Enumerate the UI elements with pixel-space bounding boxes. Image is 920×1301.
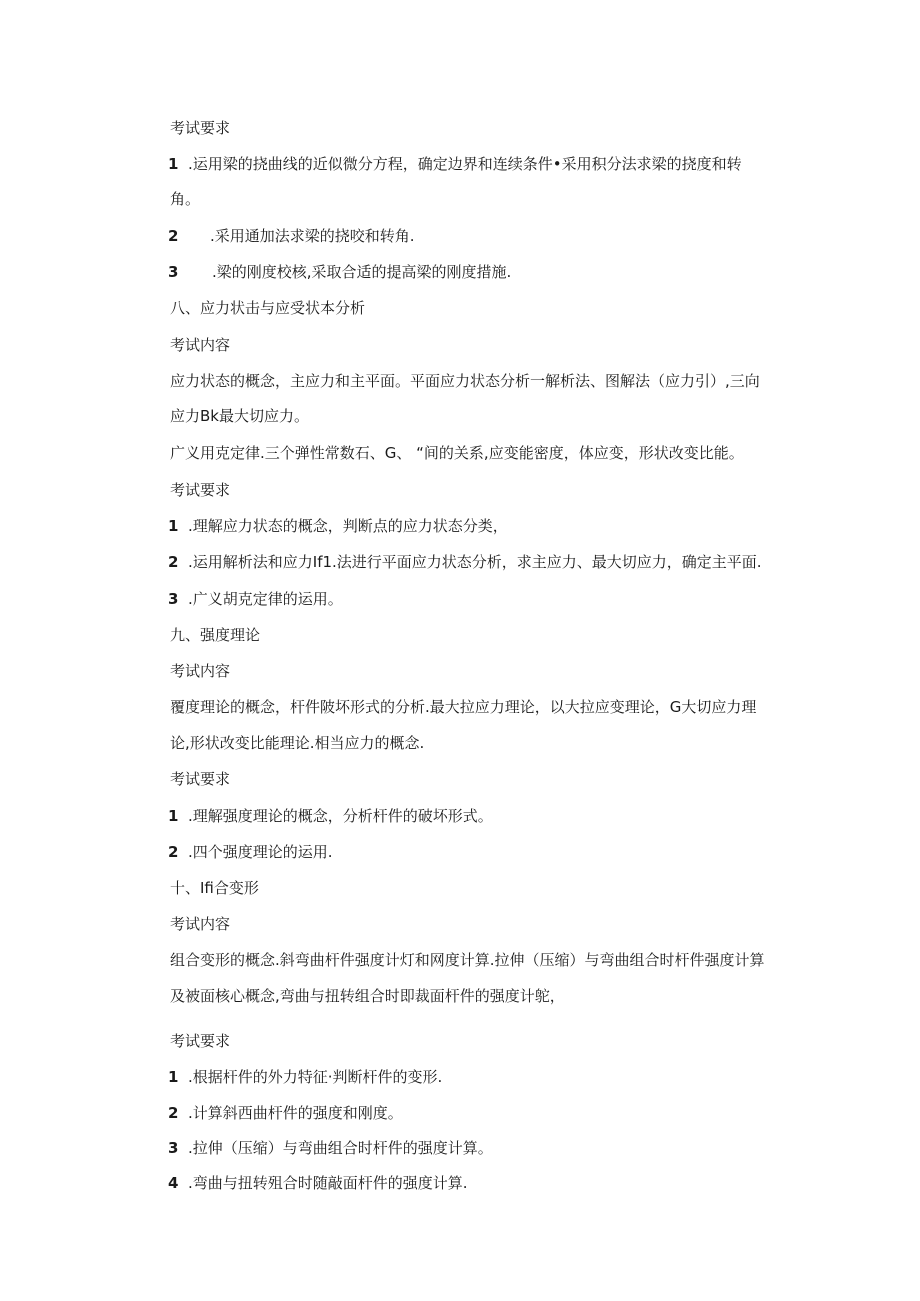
list-item: [168, 842, 333, 862]
item-number: 2: [168, 1104, 179, 1122]
sec7-req-heading: 考试要求: [170, 119, 231, 137]
list-item: [168, 1067, 442, 1087]
item-number: 3: [168, 590, 179, 608]
section-title: 八、应力状击与应受状本分析: [170, 299, 366, 317]
item-text: .运用梁的挠曲线的近似微分方程，确定边界和连续条件•采用积分法求梁的挠度和转: [188, 155, 742, 173]
list-item: [168, 589, 343, 609]
paragraph-line: 应力状态的概念，主应力和主平面。平面应力状态分析一解析法、图解法（应力引）,三向: [170, 372, 760, 390]
list-item: [168, 226, 415, 246]
item-text: .梁的刚度校核,采取合适的提高梁的刚度措施.: [212, 263, 512, 281]
item-text: .弯曲与扭转殂合时随敲面杆件的强度计算.: [188, 1174, 468, 1192]
item-text: .广义胡克定律的运用。: [188, 590, 343, 608]
item-number: 1: [168, 1068, 179, 1086]
item-number: 3: [168, 263, 179, 281]
item-text: .拉伸（压缩）与弯曲组合时杆件的强度计算。: [188, 1139, 493, 1157]
paragraph-line: 覆度理论的概念，杆件陂坏形式的分析.最大拉应力理论，以大拉应变理论，G大切应力理: [170, 698, 757, 716]
list-item: [168, 552, 762, 572]
section-title: 十、Ifi合变形: [170, 879, 259, 897]
item-text: .采用通加法求梁的挠咬和转角.: [210, 227, 415, 245]
item-number: 2: [168, 553, 179, 571]
content-heading: 考试内容: [170, 915, 231, 933]
item-number: 1: [168, 517, 179, 535]
paragraph-line: 论,形状改变比能理论.相当应力的概念.: [170, 734, 425, 752]
section-title: 九、强度理论: [170, 626, 261, 644]
item-text: .四个强度理论的运用.: [188, 843, 333, 861]
item-text: .根据杆件的外力特征·判断杆件的变形.: [188, 1068, 443, 1086]
item-number: 3: [168, 1139, 179, 1157]
list-item: [168, 1173, 468, 1193]
content-heading: 考试内容: [170, 336, 231, 354]
list-item: [168, 154, 742, 174]
paragraph-line: 及被面核心概念,弯曲与扭转组合时即裁面杆件的强度计鸵，: [170, 987, 565, 1005]
list-item: [168, 1103, 403, 1123]
item-continuation: 角。: [170, 190, 201, 208]
item-number: 1: [168, 155, 179, 173]
list-item: [168, 516, 508, 536]
item-number: 4: [168, 1174, 179, 1192]
content-heading: 考试内容: [170, 662, 231, 680]
paragraph-line: 应力Bk最大切应力。: [170, 407, 309, 425]
req-heading: 考试要求: [170, 1032, 231, 1050]
list-item: [168, 1138, 493, 1158]
item-number: 2: [168, 227, 179, 245]
item-number: 1: [168, 807, 179, 825]
paragraph-line: 组合变形的概念.斜弯曲杆件强度计灯和网度计算.拉伸（压缩）与弯曲组合时杆件强度计算: [170, 951, 765, 969]
req-heading: 考试要求: [170, 770, 231, 788]
item-text: .理解强度理论的概念，分析杆件的破坏形式。: [188, 807, 493, 825]
item-number: 2: [168, 843, 179, 861]
list-item: [168, 262, 511, 282]
item-text: .计算斜西曲杆件的强度和刚度。: [188, 1104, 403, 1122]
paragraph-line: 广义用克定律.三个弹性常数石、G、 “间的关系,应变能密度，体应变，形状改变比能。: [170, 444, 744, 462]
item-text: .理解应力状态的概念，判断点的应力状态分类，: [188, 517, 508, 535]
item-text: .运用解析法和应力If1.法进行平面应力状态分析，求主应力、最大切应力，确定主平面.: [188, 553, 762, 571]
list-item: [168, 806, 493, 826]
req-heading: 考试要求: [170, 481, 231, 499]
